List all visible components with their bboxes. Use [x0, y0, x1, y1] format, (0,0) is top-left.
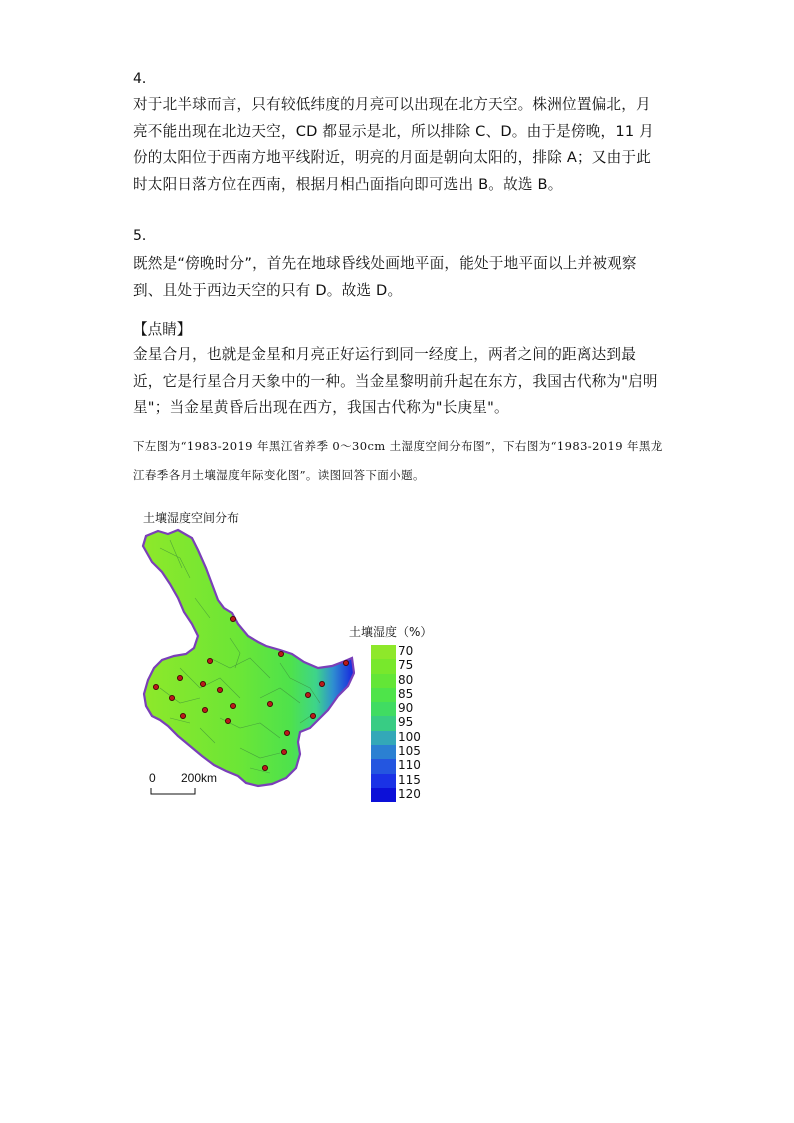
legend-item: [371, 731, 431, 745]
legend-swatch: [371, 716, 396, 730]
legend-item: [371, 645, 431, 659]
legend-item: [371, 688, 431, 702]
legend-label: 120: [398, 786, 421, 801]
legend-item: [371, 759, 431, 773]
legend-label: 110: [398, 758, 421, 773]
question-intro: 下左图为“1983-2019 年黑江省养季 0～30cm 土湿度空间分布图”，下右图为“1983-2019 年黑龙江春季各月土壤湿度年际变化图”。读图回答下面小题。: [133, 439, 663, 482]
map-scale-bar: [145, 770, 235, 800]
legend-item: [371, 674, 431, 688]
legend-swatch: [371, 674, 396, 688]
q5-explanation: 既然是“傍晚时分”，首先在地球昏线处画地平面，能处于地平面以上并被观察到、且处于西边天空的只有 D。故选 D。: [133, 255, 637, 299]
legend-item: [371, 788, 431, 802]
legend-item: [371, 702, 431, 716]
legend-label: 70: [398, 644, 414, 658]
legend-title: 土壤湿度（%）: [349, 625, 433, 639]
legend-swatch: [371, 702, 396, 716]
map-title: 土壤湿度空间分布: [143, 511, 240, 525]
legend-swatch: [371, 731, 396, 745]
soil-moisture-map: [140, 528, 355, 793]
moisture-legend: [371, 645, 431, 802]
legend-label: 115: [398, 772, 421, 787]
dianjing-text: 金星合月，也就是金星和月亮正好运行到同一经度上，两者之间的距离达到最近，它是行星合月天象中的一种。当金星黎明前升起在东方，我国古代称为"启明星"；当金星黄昏后出现在西方，我国古代称为"长庚星"。: [133, 346, 658, 416]
legend-item: [371, 659, 431, 673]
legend-swatch: [371, 745, 396, 759]
legend-swatch: [371, 774, 396, 788]
dianjing-heading: 【点睛】: [133, 321, 192, 338]
q4-explanation: 对于北半球而言，只有较低纬度的月亮可以出现在北方天空。株洲位置偏北，月亮不能出现在北边天空，CD 都显示是北，所以排除 C、D。由于是傍晚，11 月份的太阳位于西南方地平线附近，明亮的月面是朝向太阳的，排除 A；又由于此时太阳日落方位在西南，根据月相凸面指向即可选出 B。故选 B。: [133, 96, 654, 193]
legend-item: [371, 745, 431, 759]
q5-number: 5．: [133, 228, 156, 244]
legend-label: 90: [398, 701, 414, 716]
scale-distance-label: 200km: [181, 771, 218, 785]
legend-label: 75: [398, 658, 414, 673]
legend-item: [371, 716, 431, 730]
legend-swatch: [371, 688, 396, 702]
legend-label: 80: [398, 672, 414, 687]
legend-swatch: [371, 759, 396, 773]
legend-label: 95: [398, 715, 414, 730]
scale-zero-label: 0: [149, 771, 156, 785]
legend-label: 85: [398, 686, 414, 701]
legend-label: 100: [398, 729, 421, 744]
legend-label: 105: [398, 744, 421, 759]
q4-number: 4．: [133, 71, 156, 87]
legend-swatch: [371, 788, 396, 802]
heilongjiang-province-shape: [143, 530, 354, 786]
legend-item: [371, 774, 431, 788]
legend-swatch: [371, 645, 396, 659]
legend-swatch: [371, 659, 396, 673]
